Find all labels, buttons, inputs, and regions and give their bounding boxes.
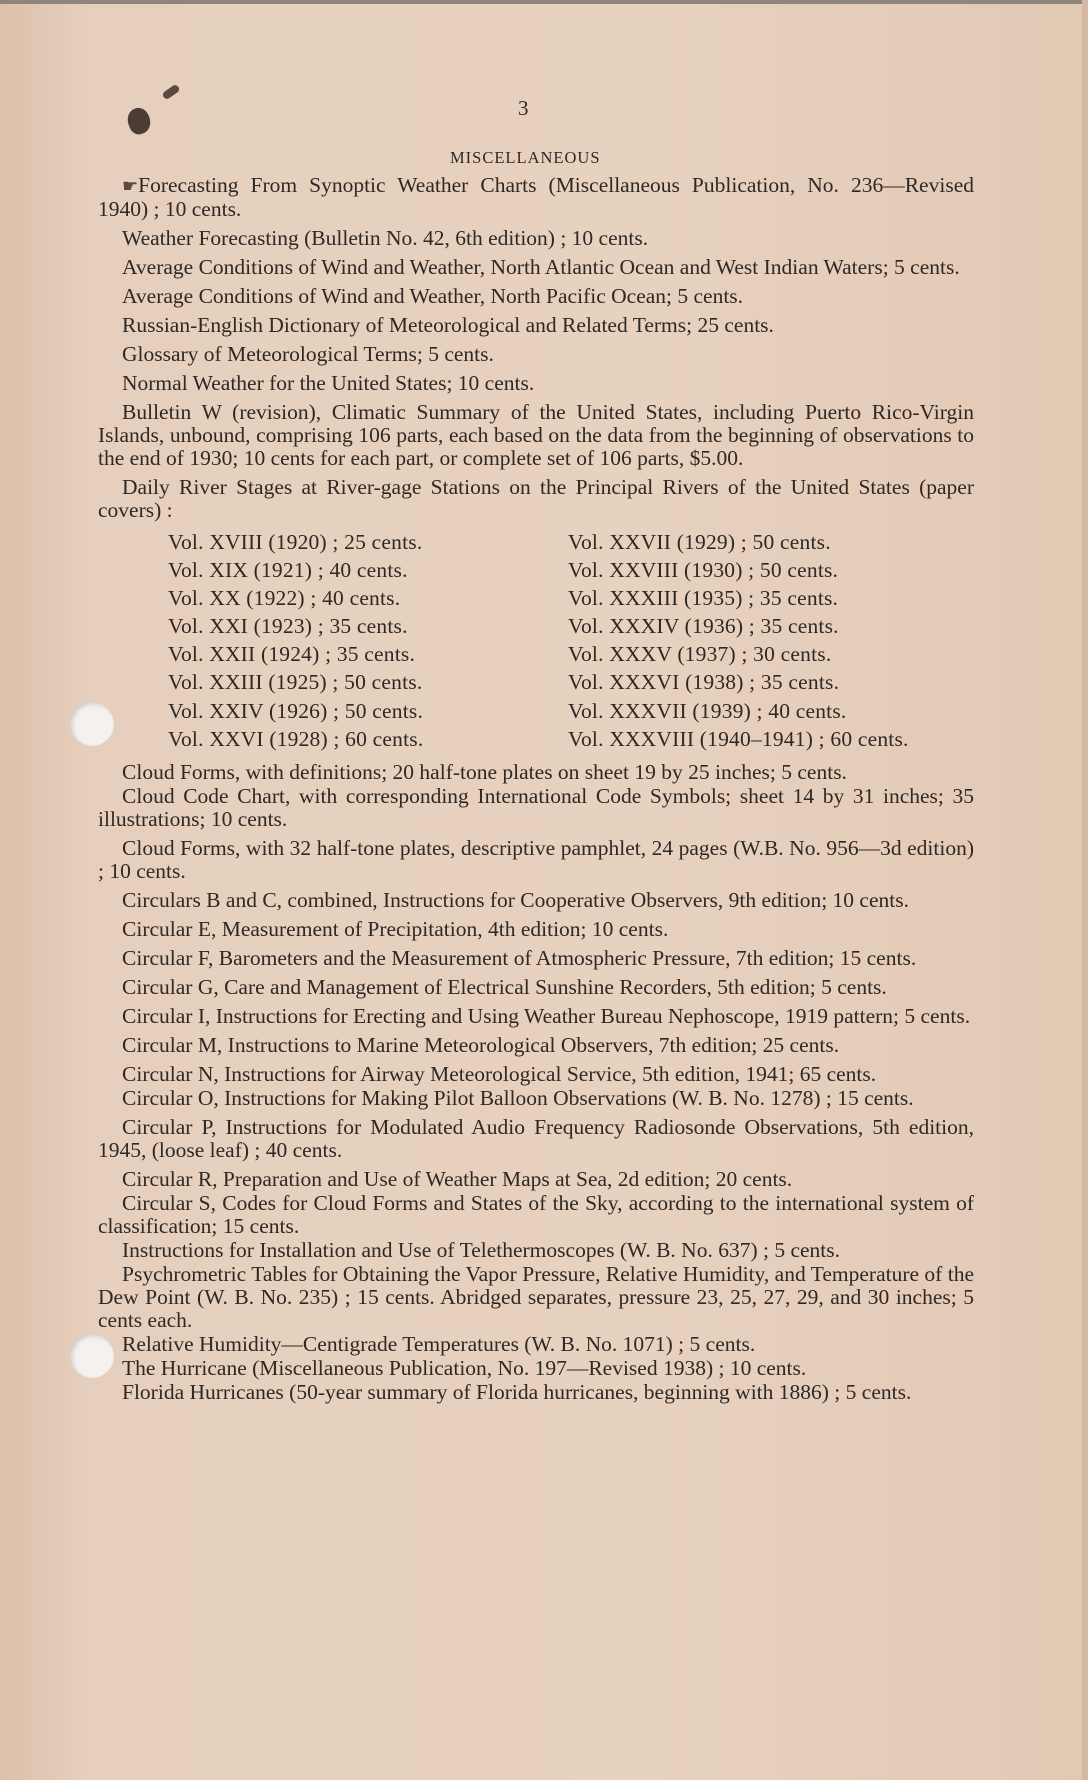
publication-entry-text: Glossary of Meteorological Terms; 5 cents. (122, 342, 494, 366)
publication-entry-text: Russian-English Dictionary of Meteorological and Related Terms; 25 cents. (122, 313, 774, 337)
publication-entry-text: Circular P, Instructions for Modulated Audio Frequency Radiosonde Observations, 5th edition, 1945, (loose leaf) ; 40 cents. (98, 1115, 974, 1163)
publication-entry (98, 1357, 974, 1380)
publication-entry (98, 785, 974, 831)
publication-entry-text: Bulletin W (revision), Climatic Summary of the United States, including Puerto Rico-Virgin Islands, unbound, comprising 106 parts, each based on the data from the beginning of observations to the end of 1930; 10 cents for each part, or complete set of 106 parts, $5.00. (98, 400, 974, 470)
ink-stain-small (161, 84, 180, 101)
publication-entry (98, 1116, 974, 1162)
publication-entry-text: Circular S, Codes for Cloud Forms and States of the Sky, according to the international system of classification; 15 cents. (98, 1191, 974, 1239)
volume-entry: Vol. XXII (1924) ; 35 cents. (168, 642, 416, 667)
publication-entry-text: Daily River Stages at River-gage Stations on the Principal Rivers of the United States (paper covers) : (98, 475, 974, 522)
publication-entry (98, 256, 974, 279)
pointing-hand-icon: ☛ (122, 176, 139, 196)
publication-entry (98, 1381, 974, 1404)
publication-entry (98, 372, 974, 395)
publication-entry-text: The Hurricane (Miscellaneous Publication, No. 197—Revised 1938) ; 10 cents. (122, 1356, 807, 1381)
publication-entry-text: Weather Forecasting (Bulletin No. 42, 6th edition) ; 10 cents. (122, 226, 649, 250)
publication-entry-text: Forecasting From Synoptic Weather Charts (Miscellaneous Publication, No. 236—Revised 1940) ; 10 cents. (98, 173, 974, 221)
volume-entry: Vol. XXXIV (1936) ; 35 cents. (568, 614, 839, 639)
publication-entry-text: Circular R, Preparation and Use of Weather Maps at Sea, 2d edition; 20 cents. (122, 1167, 793, 1192)
publication-entry-text: Relative Humidity—Centigrade Temperatures (W. B. No. 1071) ; 5 cents. (122, 1332, 756, 1357)
volume-entry: Vol. XX (1922) ; 40 cents. (168, 586, 401, 611)
publication-entry-text: Instructions for Installation and Use of Telethermoscopes (W. B. No. 637) ; 5 cents. (122, 1238, 841, 1263)
publication-entry-text: Circular E, Measurement of Precipitation, 4th edition; 10 cents. (122, 917, 669, 942)
publication-entry (98, 1034, 974, 1057)
publication-entry-text: Florida Hurricanes (50-year summary of Florida hurricanes, beginning with 1886) ; 5 cents. (122, 1380, 912, 1405)
volume-entry: Vol. XXXIII (1935) ; 35 cents. (568, 586, 839, 611)
publication-entry (98, 1192, 974, 1238)
publication-entry-text: Circular G, Care and Management of Electrical Sunshine Recorders, 5th edition; 5 cents. (122, 975, 887, 1000)
volume-entry: Vol. XIX (1921) ; 40 cents. (168, 558, 408, 583)
publication-entry-text: Cloud Forms, with 32 half-tone plates, descriptive pamphlet, 24 pages (W.B. No. 956—3d edition) ; 10 cents. (98, 836, 974, 884)
volume-entry: Vol. XXIII (1925) ; 50 cents. (168, 670, 423, 695)
publication-entry (98, 314, 974, 337)
publication-entry-text: Circular M, Instructions to Marine Meteorological Observers, 7th edition; 25 cents. (122, 1033, 840, 1058)
volume-entry: Vol. XXXVIII (1940–1941) ; 60 cents. (568, 726, 909, 751)
publication-entry (98, 1263, 974, 1332)
publication-entry-text: Circulars B and C, combined, Instructions for Cooperative Observers, 9th edition; 10 cents. (122, 888, 909, 913)
publication-entry (98, 837, 974, 883)
publication-entry (98, 1168, 974, 1191)
volume-entry: Vol. XXXVI (1938) ; 35 cents. (568, 670, 840, 695)
publication-entry-text: Circular F, Barometers and the Measurement of Atmospheric Pressure, 7th edition; 15 cents. (122, 946, 917, 971)
volume-entry: Vol. XXVIII (1930) ; 50 cents. (568, 558, 839, 583)
publication-entry (98, 285, 974, 308)
page-right-edge (1082, 0, 1088, 1780)
publication-entry (98, 918, 974, 941)
publication-entry (98, 227, 974, 250)
volume-entry: Vol. XXI (1923) ; 35 cents. (168, 614, 408, 639)
volume-entry: Vol. XXXVII (1939) ; 40 cents. (568, 698, 847, 723)
publication-entry-text: Psychrometric Tables for Obtaining the Vapor Pressure, Relative Humidity, and Temperature of the Dew Point (W. B. No. 235) ; 15 cents. Abridged separates, pressure 23, 25, 27, 29, and 30 inches; 5 cents each. (98, 1262, 974, 1333)
publication-entry (98, 1063, 974, 1086)
river-stages-volume-table (168, 530, 974, 751)
publication-entry-text: Normal Weather for the United States; 10 cents. (122, 371, 535, 395)
entries-after-table (98, 761, 974, 1404)
volume-entry: Vol. XXVI (1928) ; 60 cents. (168, 726, 424, 751)
publication-entry-text: Average Conditions of Wind and Weather, North Pacific Ocean; 5 cents. (122, 284, 744, 308)
publication-entry-text: Circular N, Instructions for Airway Meteorological Service, 5th edition, 1941; 65 cents. (122, 1062, 877, 1087)
publication-entry-text: Circular O, Instructions for Making Pilot Balloon Observations (W. B. No. 1278) ; 15 cents. (122, 1086, 914, 1111)
publication-entry (98, 401, 974, 470)
publication-list (98, 174, 974, 1410)
publication-entry-text: Cloud Forms, with definitions; 20 half-tone plates on sheet 19 by 25 inches; 5 cents. (122, 760, 847, 785)
volume-entry: Vol. XXVII (1929) ; 50 cents. (568, 530, 831, 554)
volume-entry: Vol. XVIII (1920) ; 25 cents. (168, 530, 423, 554)
publication-entry (98, 174, 974, 221)
publication-entry (98, 476, 974, 522)
publication-entry (98, 1333, 974, 1356)
publication-entry (98, 976, 974, 999)
section-title: MISCELLANEOUS (450, 148, 601, 167)
publication-entry (98, 761, 974, 784)
publication-entry (98, 343, 974, 366)
page-top-edge (0, 0, 1088, 4)
publication-entry-text: Average Conditions of Wind and Weather, North Atlantic Ocean and West Indian Waters; 5 cents. (122, 255, 960, 279)
ink-stain (124, 105, 154, 137)
page-number: 3 (518, 96, 529, 120)
entries-before-table (98, 174, 974, 522)
publication-entry (98, 889, 974, 912)
publication-entry-text: Circular I, Instructions for Erecting and Using Weather Bureau Nephoscope, 1919 pattern; 5 cents. (122, 1004, 971, 1029)
volume-entry: Vol. XXIV (1926) ; 50 cents. (168, 698, 424, 723)
publication-entry (98, 1087, 974, 1110)
publication-entry-text: Cloud Code Chart, with corresponding International Code Symbols; sheet 14 by 31 inches; 35 illustrations; 10 cents. (98, 784, 974, 832)
publication-entry (98, 1239, 974, 1262)
publication-entry (98, 947, 974, 970)
volume-entry: Vol. XXXV (1937) ; 30 cents. (568, 642, 832, 667)
publication-entry (98, 1005, 974, 1028)
